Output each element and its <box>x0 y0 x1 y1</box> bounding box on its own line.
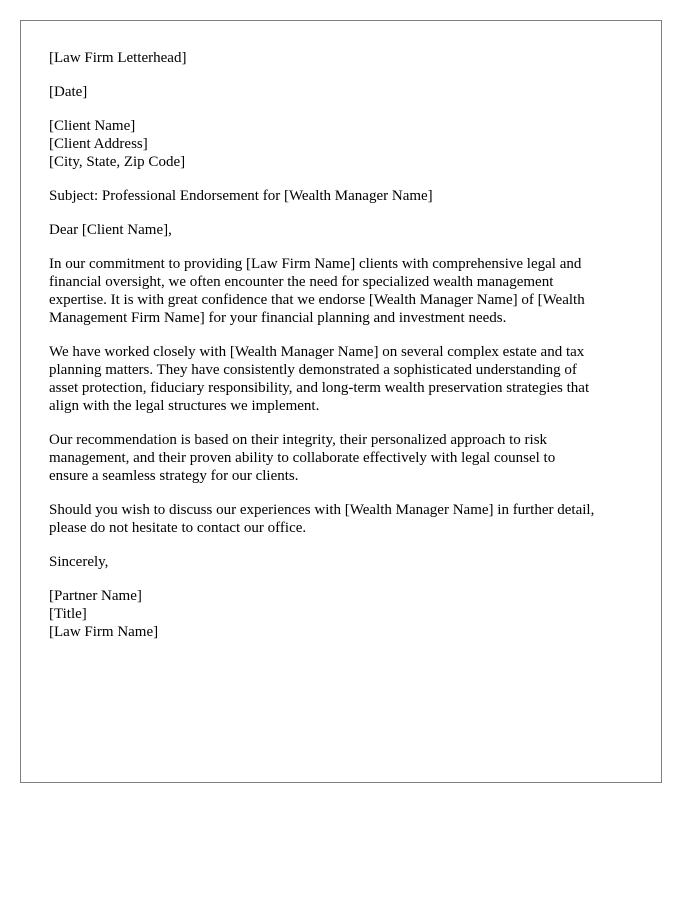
text-line: Sincerely, <box>49 554 109 570</box>
text-line: [Date] <box>49 84 88 100</box>
text-line: [City, State, Zip Code] <box>49 154 186 170</box>
body-paragraph-3 <box>49 431 632 485</box>
salutation <box>49 221 632 239</box>
subject-line <box>49 187 632 205</box>
text-line: In our commitment to providing [Law Firm Name] clients with comprehensive legal and <box>49 256 582 272</box>
body-paragraph-4 <box>49 501 632 537</box>
text-line: please do not hesitate to contact our office. <box>49 520 307 536</box>
text-line: expertise. It is with great confidence that we endorse [Wealth Manager Name] of [Wealth <box>49 292 585 308</box>
body-paragraph-2 <box>49 343 632 415</box>
text-line: Subject: Professional Endorsement for [Wealth Manager Name] <box>49 188 433 204</box>
text-line: management, and their proven ability to collaborate effectively with legal counsel to <box>49 450 556 466</box>
letter-page <box>20 20 662 783</box>
text-line: Should you wish to discuss our experiences with [Wealth Manager Name] in further detail, <box>49 502 595 518</box>
text-line: ensure a seamless strategy for our clients. <box>49 468 299 484</box>
text-line: Dear [Client Name], <box>49 222 172 238</box>
body-paragraph-1 <box>49 255 632 327</box>
closing <box>49 553 632 571</box>
text-line: [Client Address] <box>49 136 148 152</box>
text-line: Our recommendation is based on their integrity, their personalized approach to risk <box>49 432 548 448</box>
signature-block <box>49 587 632 641</box>
text-line: align with the legal structures we implement. <box>49 398 320 414</box>
text-line: [Law Firm Letterhead] <box>49 50 187 66</box>
text-line: [Partner Name] <box>49 588 142 604</box>
text-line: We have worked closely with [Wealth Manager Name] on several complex estate and tax <box>49 344 585 360</box>
recipient-address <box>49 117 632 171</box>
text-line: [Title] <box>49 606 87 622</box>
text-line: [Law Firm Name] <box>49 624 159 640</box>
text-line: financial oversight, we often encounter the need for specialized wealth management <box>49 274 554 290</box>
text-line: planning matters. They have consistently demonstrated a sophisticated understanding of <box>49 362 577 378</box>
text-line: asset protection, fiduciary responsibility, and long-term wealth preservation strategies that <box>49 380 590 396</box>
text-line: Management Firm Name] for your financial planning and investment needs. <box>49 310 507 326</box>
date <box>49 83 632 101</box>
text-line: [Client Name] <box>49 118 136 134</box>
letterhead <box>49 49 632 67</box>
